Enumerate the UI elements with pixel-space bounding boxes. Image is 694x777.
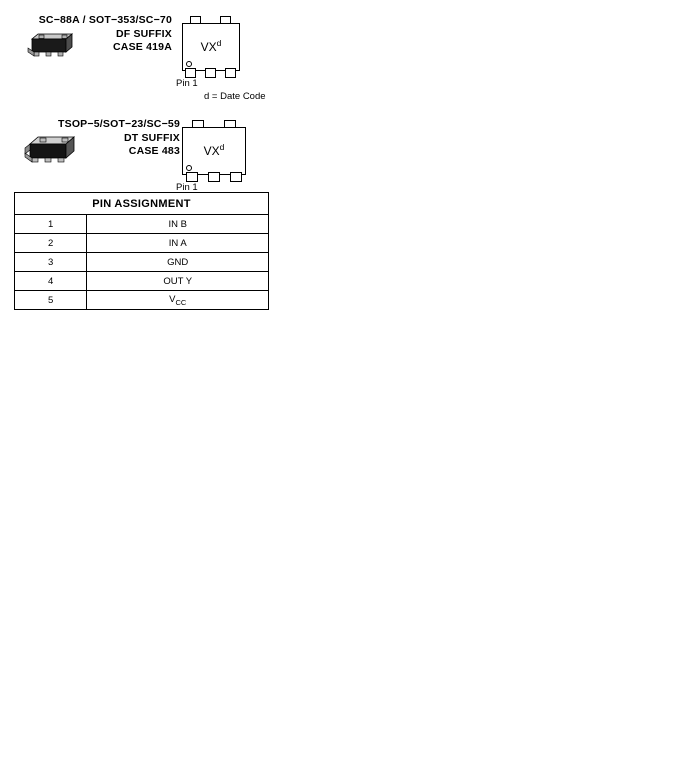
sc88a-outline-drawing xyxy=(176,16,244,89)
pin1-label: Pin 1 xyxy=(176,78,198,89)
package-label-line-2: DT SUFFIX xyxy=(123,131,180,144)
table-row xyxy=(15,253,269,272)
lead-bottom-3 xyxy=(225,68,236,78)
marking-superscript: d xyxy=(216,38,222,48)
pin1-dot-icon xyxy=(186,61,192,67)
lead-bottom-2 xyxy=(208,172,220,182)
pin-number: 5 xyxy=(15,291,87,310)
pin-number: 1 xyxy=(15,215,87,234)
package-marking xyxy=(183,142,245,158)
table-row xyxy=(15,272,269,291)
marking-superscript: d xyxy=(219,142,225,152)
lead-bottom-2 xyxy=(205,68,216,78)
pin-signal: IN B xyxy=(87,215,269,234)
pin-signal: GND xyxy=(87,253,269,272)
package-label-tsop5 xyxy=(58,118,180,159)
marking-text: VX xyxy=(203,144,220,158)
lead-bottom-3 xyxy=(230,172,242,182)
tsop5-outline-drawing xyxy=(176,120,248,192)
pin-assignment-table xyxy=(14,192,269,310)
table-header-row xyxy=(15,193,269,215)
lead-bottom-1 xyxy=(186,172,198,182)
package-label-line-3: CASE 483 xyxy=(128,145,180,157)
lead-bottom-1 xyxy=(185,68,196,78)
package-body xyxy=(182,23,240,71)
package-marking xyxy=(183,38,239,54)
table-row xyxy=(15,291,269,310)
pin-signal-subscript: CC xyxy=(175,297,187,307)
package-label-line-2: DF SUFFIX xyxy=(115,27,172,40)
pin-signal: OUT Y xyxy=(87,272,269,291)
package-body xyxy=(182,127,246,175)
package-label-line-3: CASE 419A xyxy=(113,41,172,53)
pin1-dot-icon xyxy=(186,165,192,171)
package-label-line-1: SC−88A / SOT−353/SC−70 xyxy=(38,14,172,26)
pin-number: 3 xyxy=(15,253,87,272)
table-row xyxy=(15,215,269,234)
pin-number: 2 xyxy=(15,234,87,253)
pin-assignment-title: PIN ASSIGNMENT xyxy=(15,193,269,215)
date-code-note: d = Date Code xyxy=(204,91,266,102)
package-label-sc88a xyxy=(39,14,172,55)
pin-signal-text: V xyxy=(169,293,176,305)
package-block-tsop5 xyxy=(0,118,290,198)
package-block-sc88a xyxy=(0,14,290,94)
pin1-label: Pin 1 xyxy=(176,182,198,193)
marking-text: VX xyxy=(200,40,217,54)
pin-signal xyxy=(87,291,269,310)
package-label-line-1: TSOP−5/SOT−23/SC−59 xyxy=(58,118,180,130)
pin-number: 4 xyxy=(15,272,87,291)
table-row xyxy=(15,234,269,253)
pin-signal: IN A xyxy=(87,234,269,253)
